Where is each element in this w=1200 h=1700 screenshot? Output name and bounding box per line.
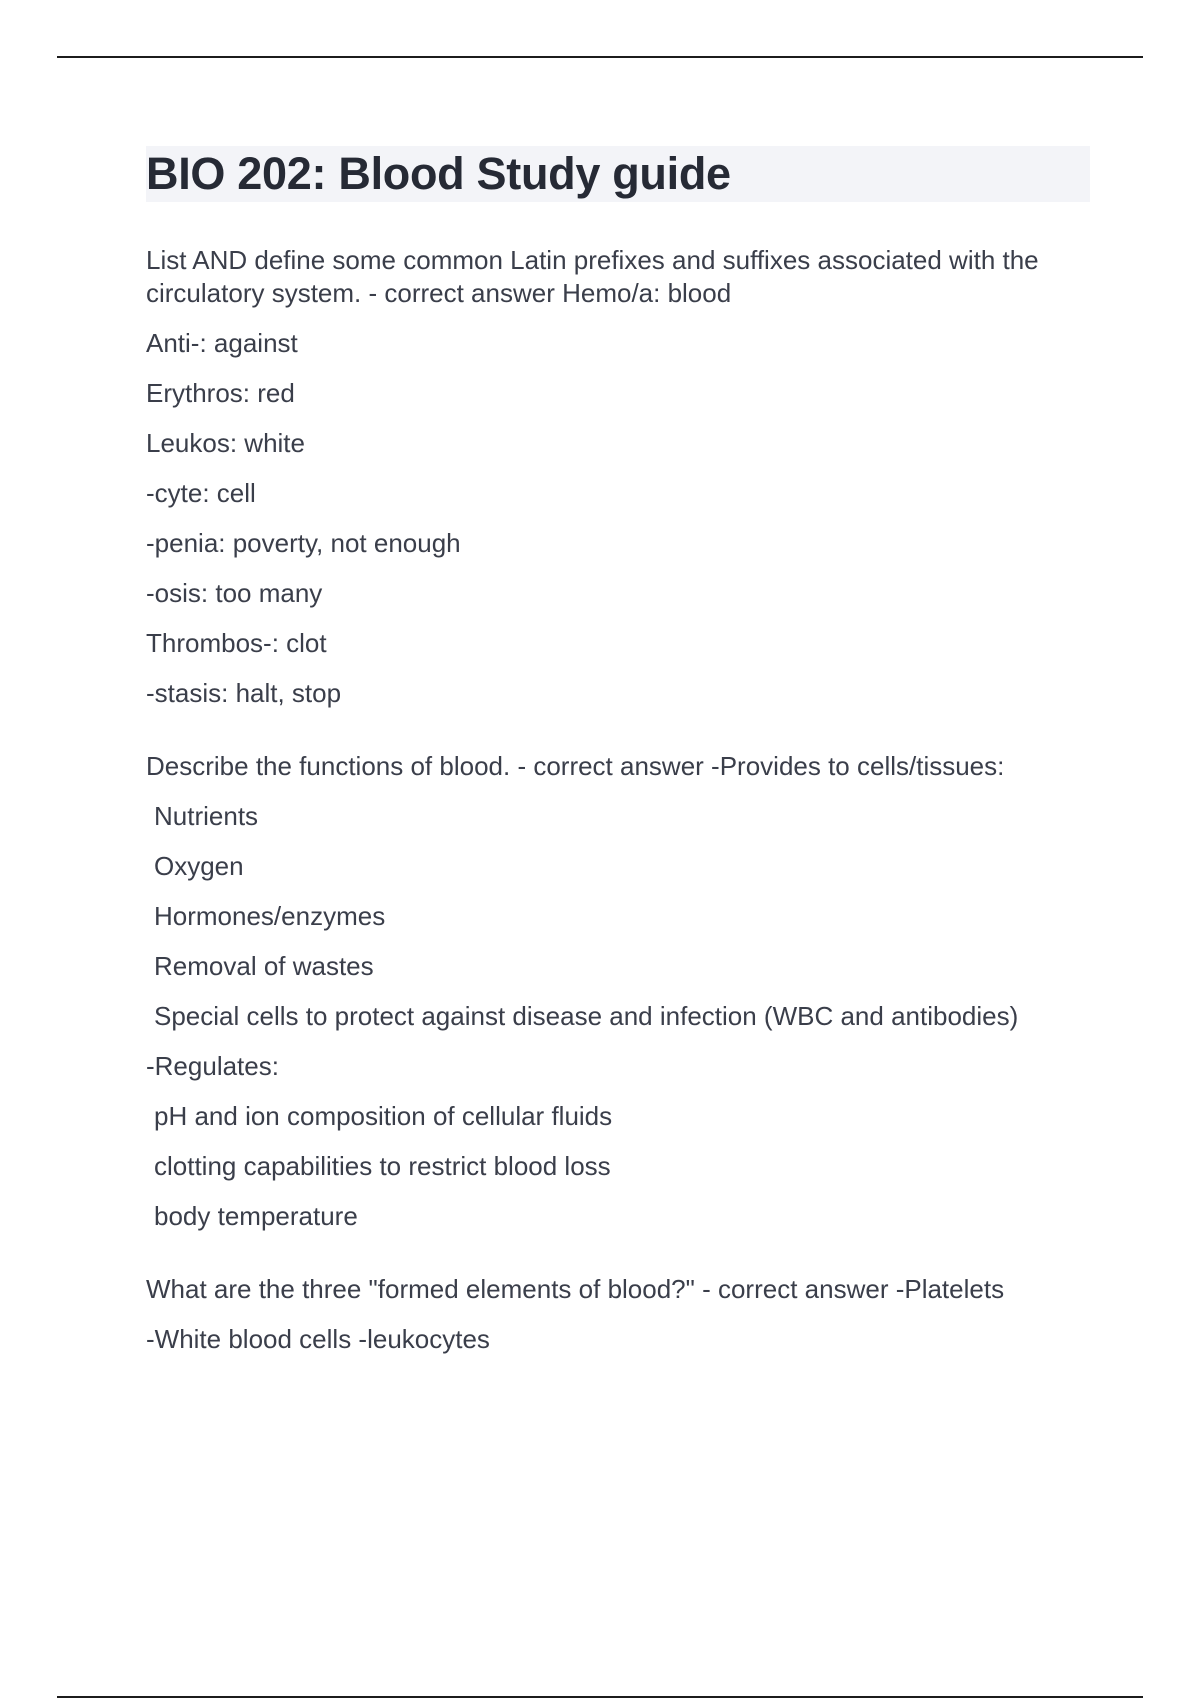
answer-line: Removal of wastes <box>154 951 374 981</box>
document-title: BIO 202: Blood Study guide <box>146 148 731 199</box>
answer-line: -cyte: cell <box>146 478 256 508</box>
qa-item-prefixes <box>146 244 1090 710</box>
qa-item-functions <box>146 750 1090 1233</box>
title-banner <box>146 146 1090 202</box>
answer-line: -osis: too many <box>146 578 323 608</box>
top-divider <box>57 56 1143 58</box>
answer-line: Thrombos-: clot <box>146 628 327 658</box>
answer-line: -stasis: halt, stop <box>146 678 342 708</box>
question-text: Describe the functions of blood. - correct answer -Provides to cells/tissues: <box>146 751 1005 781</box>
qa-item-formed-elements <box>146 1273 1090 1356</box>
answer-line: -penia: poverty, not enough <box>146 528 461 558</box>
document-body <box>146 146 1090 1396</box>
answer-line: -Regulates: <box>146 1051 279 1081</box>
answer-line: Oxygen <box>154 851 244 881</box>
answer-line: Hormones/enzymes <box>154 901 386 931</box>
answer-line: Erythros: red <box>146 378 295 408</box>
answer-line: -White blood cells -leukocytes <box>146 1324 490 1354</box>
bottom-divider <box>57 1696 1143 1698</box>
answer-line: clotting capabilities to restrict blood loss <box>154 1151 611 1181</box>
answer-line: Nutrients <box>154 801 259 831</box>
answer-line: Anti-: against <box>146 328 298 358</box>
answer-line: Leukos: white <box>146 428 305 458</box>
question-text: List AND define some common Latin prefixes and suffixes associated with the circulatory system. - correct answer Hemo/a: blood <box>146 245 1039 308</box>
answer-line: pH and ion composition of cellular fluids <box>154 1101 613 1131</box>
answer-line: Special cells to protect against disease and infection (WBC and antibodies) <box>154 1001 1019 1031</box>
answer-line: body temperature <box>154 1201 358 1231</box>
question-text: What are the three "formed elements of blood?" - correct answer -Platelets <box>146 1274 1005 1304</box>
